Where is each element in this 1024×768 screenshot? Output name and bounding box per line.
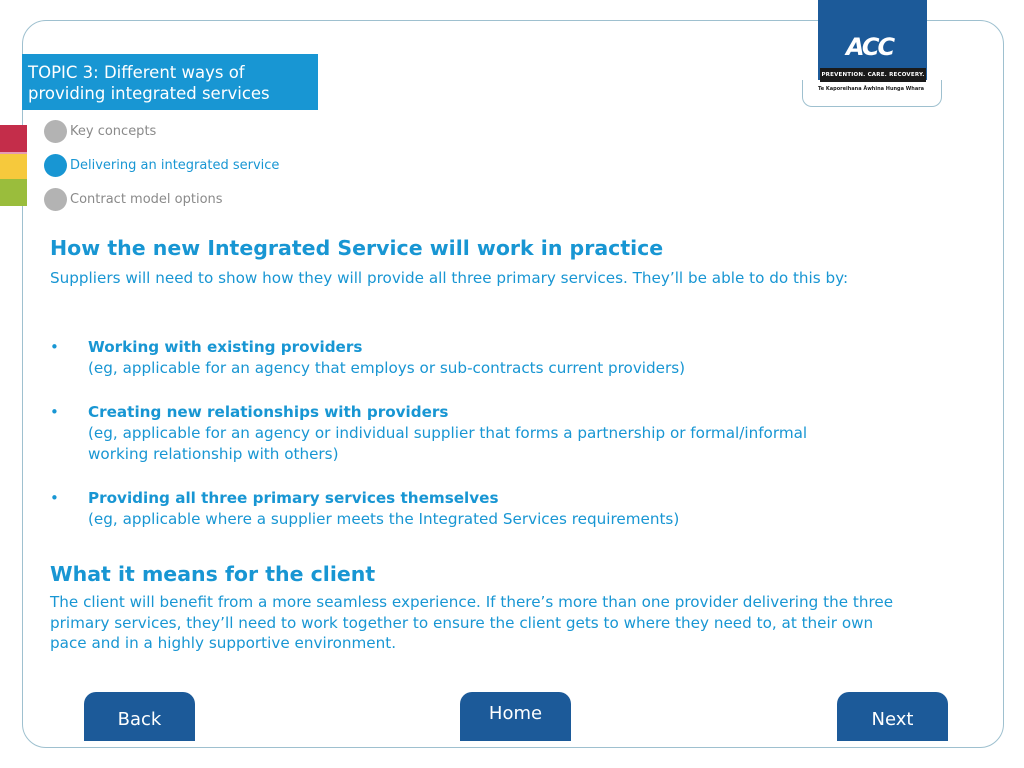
bullet-title: Providing all three primary services themselves xyxy=(88,489,499,507)
bullet-marker: • xyxy=(50,403,59,421)
nav-dot-icon xyxy=(44,120,67,143)
color-strip-green xyxy=(0,179,27,206)
nav-dot-active-icon xyxy=(44,154,67,177)
nav-item-contract-model-options[interactable] xyxy=(44,186,223,212)
color-strip-red xyxy=(0,125,27,152)
logo-card xyxy=(802,80,942,107)
next-button[interactable]: Next xyxy=(837,692,948,741)
logo-tagline: Te Kaporeihana Āwhina Hunga Whara xyxy=(818,86,925,92)
bullet-description: (eg, applicable for an agency that employs or sub-contracts current providers) xyxy=(88,359,686,377)
bullet-title: Working with existing providers xyxy=(88,338,363,356)
color-strip-divider xyxy=(0,152,27,154)
intro-paragraph: Suppliers will need to show how they will provide all three primary services. They’ll be able to do this by: xyxy=(50,269,849,287)
bullet-description: (eg, applicable for an agency or individual supplier that forms a partnership or formal/informal working relationship with others) xyxy=(88,424,808,463)
nav-item-key-concepts[interactable] xyxy=(44,118,156,144)
nav-item-label: Delivering an integrated service xyxy=(70,157,280,173)
nav-item-delivering-integrated-service[interactable] xyxy=(44,152,279,178)
nav-item-label: Contract model options xyxy=(70,191,223,207)
bullet-marker: • xyxy=(50,338,59,356)
nav-dot-icon xyxy=(44,188,67,211)
bullet-title: Creating new relationships with providers xyxy=(88,403,449,421)
bullet-description: (eg, applicable where a supplier meets the Integrated Services requirements) xyxy=(88,510,680,528)
acc-logo-icon: ACC xyxy=(846,33,894,61)
logo-strapline: PREVENTION. CARE. RECOVERY. xyxy=(820,68,926,82)
color-strip-yellow xyxy=(0,152,27,179)
section-heading-practice: How the new Integrated Service will work in practice xyxy=(50,236,664,260)
home-button[interactable]: Home xyxy=(460,692,571,741)
nav-item-label: Key concepts xyxy=(70,123,157,139)
topic-title: TOPIC 3: Different ways of providing integrated services xyxy=(22,54,318,110)
back-button[interactable]: Back xyxy=(84,692,195,741)
section-heading-client: What it means for the client xyxy=(50,562,376,586)
bullet-marker: • xyxy=(50,489,59,507)
client-paragraph: The client will benefit from a more seamless experience. If there’s more than one provider delivering the three primary services, they’ll need to work together to ensure the client gets to where they need to, at their own pace and in a highly supportive environment. xyxy=(50,593,894,652)
